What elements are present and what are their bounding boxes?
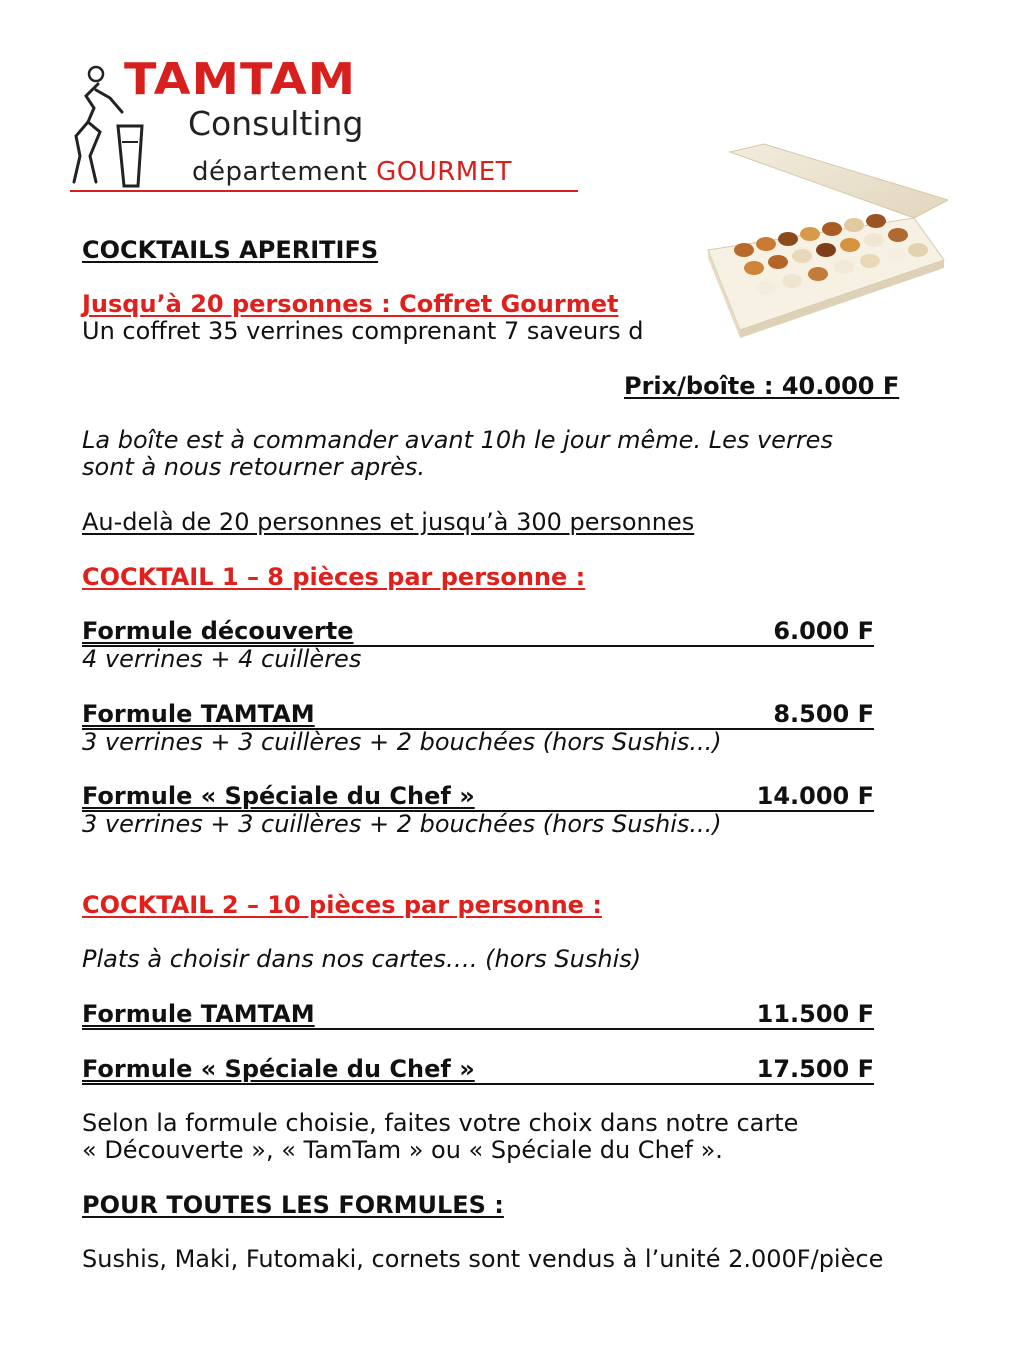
choice-note-line1: Selon la formule choisie, faites votre choix dans notre carte xyxy=(82,1109,799,1137)
section-heading-cocktails-aperitifs: COCKTAILS APERITIFS xyxy=(82,236,379,264)
formula-name: Formule TAMTAM xyxy=(82,1000,315,1028)
all-formulas-heading: POUR TOUTES LES FORMULES : xyxy=(82,1191,504,1219)
cocktail1-heading: COCKTAIL 1 – 8 pièces par personne : xyxy=(82,563,586,591)
box-price: Prix/boîte : 40.000 F xyxy=(624,372,900,400)
choice-note-line2: « Découverte », « TamTam » ou « Spéciale du Chef ». xyxy=(82,1136,723,1164)
order-note-line2: sont à nous retourner après. xyxy=(82,453,425,481)
logo-department xyxy=(192,157,512,187)
order-note-line1: La boîte est à commander avant 10h le jour même. Les verres xyxy=(82,426,833,454)
formula-row xyxy=(82,783,874,810)
offer-description: Un coffret 35 verrines comprenant 7 saveurs d xyxy=(82,318,644,345)
formula-description: 3 verrines + 3 cuillères + 2 bouchées (hors Sushis...) xyxy=(82,728,722,756)
logo-underline xyxy=(70,190,578,192)
formula-row xyxy=(82,618,874,645)
formula-price: 6.000 F xyxy=(773,617,874,645)
formula-row xyxy=(82,701,874,728)
logo-department-highlight: GOURMET xyxy=(376,157,513,187)
formula-price: 17.500 F xyxy=(756,1055,874,1083)
unit-price-note: Sushis, Maki, Futomaki, cornets sont vendus à l’unité 2.000F/pièce xyxy=(82,1245,884,1273)
formula-price: 11.500 F xyxy=(756,1000,874,1028)
formula-price: 14.000 F xyxy=(756,782,874,810)
formula-name: Formule « Spéciale du Chef » xyxy=(82,782,475,810)
guest-range: Au-delà de 20 personnes et jusqu’à 300 personnes xyxy=(82,508,695,536)
cocktail2-heading: COCKTAIL 2 – 10 pièces par personne : xyxy=(82,891,602,919)
logo-brand: TAMTAM xyxy=(124,54,357,105)
formula-description: 4 verrines + 4 cuillères xyxy=(82,645,362,673)
formula-row xyxy=(82,1056,874,1083)
logo-department-prefix: département xyxy=(192,157,377,187)
formula-name: Formule découverte xyxy=(82,617,354,645)
formula-row xyxy=(82,1001,874,1028)
logo-consulting: Consulting xyxy=(188,104,364,143)
formula-underline xyxy=(82,1028,874,1030)
cocktail2-intro: Plats à choisir dans nos cartes…. (hors Sushis) xyxy=(82,945,642,973)
offer-title: Jusqu’à 20 personnes : Coffret Gourmet xyxy=(82,290,619,318)
formula-price: 8.500 F xyxy=(773,700,874,728)
formula-description: 3 verrines + 3 cuillères + 2 bouchées (hors Sushis...) xyxy=(82,810,722,838)
formula-underline xyxy=(82,1083,874,1085)
formula-name: Formule TAMTAM xyxy=(82,700,315,728)
formula-name: Formule « Spéciale du Chef » xyxy=(82,1055,475,1083)
gourmet-box-image xyxy=(704,140,948,340)
